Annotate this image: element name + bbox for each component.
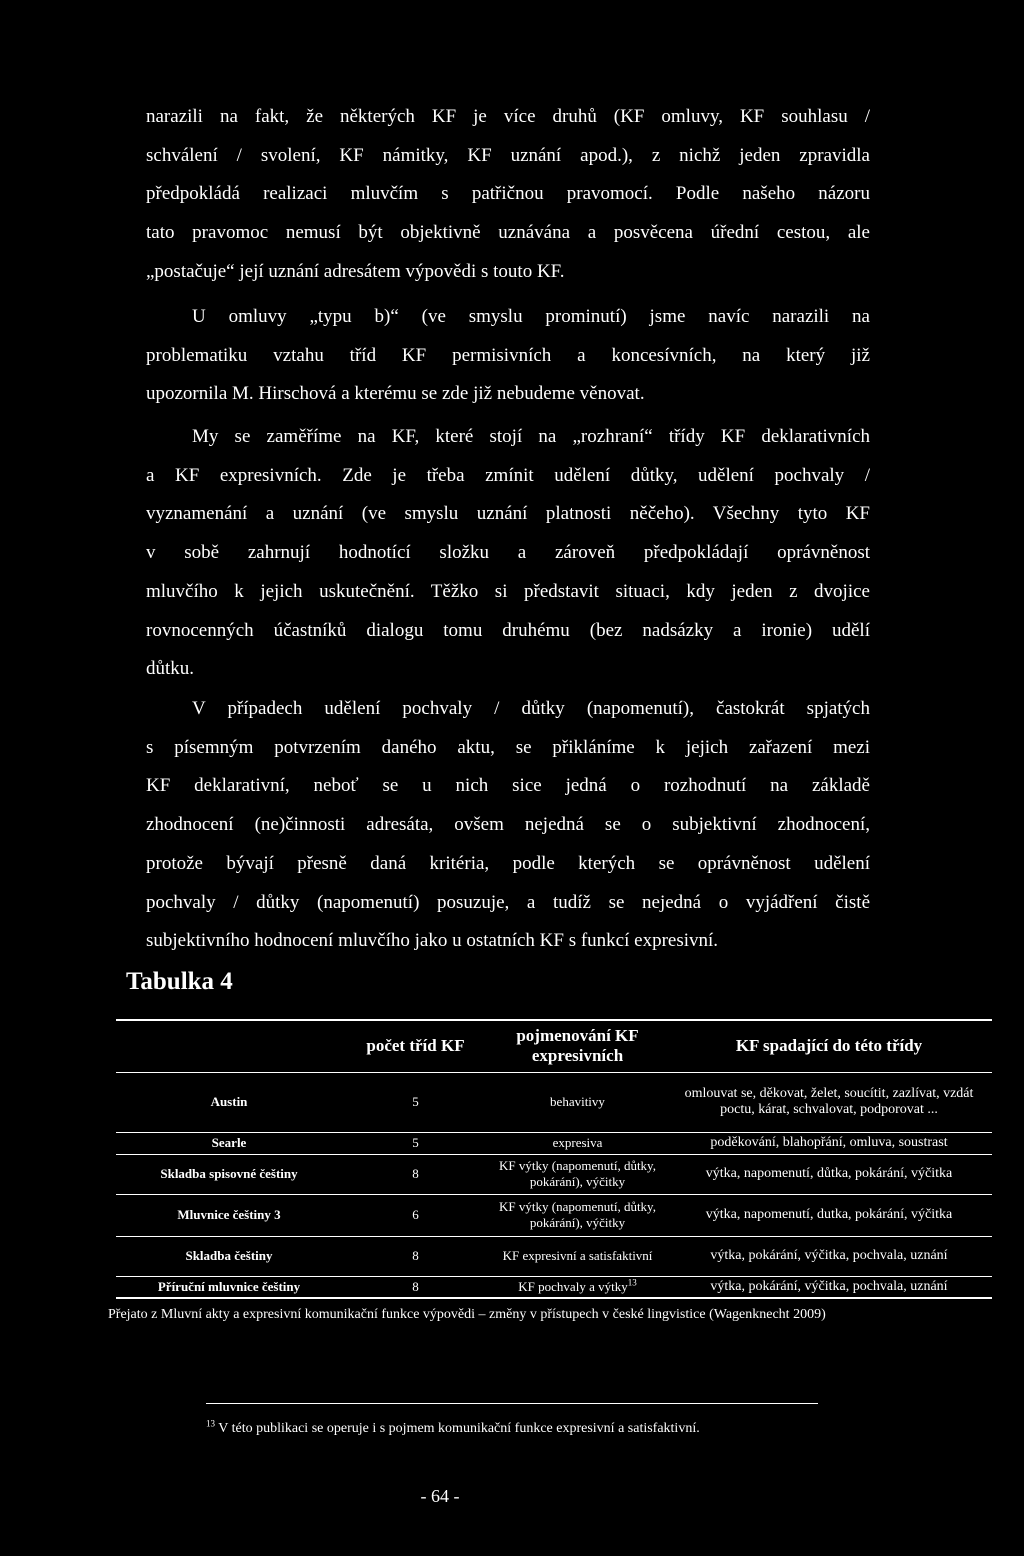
table-cell: 8: [412, 1278, 419, 1294]
text-line: schválení / svolení, KF námitky, KF uznání apod.), z nichž jeden zpravidla: [146, 144, 870, 166]
table-row: [116, 1132, 992, 1154]
table-header-cell: [116, 1020, 342, 1072]
table-cell: 6: [412, 1207, 419, 1222]
table-cell: [489, 1276, 666, 1298]
table-cell: KF výtky (napomenutí, důtky, pokárání), výčitky: [499, 1199, 656, 1230]
table-cell: výtka, pokárání, výčitka, pochvala, uznání: [710, 1278, 948, 1294]
text-line: rovnocenných účastníků dialogu tomu druhému (bez nadsázky a ironie) udělí: [146, 619, 870, 641]
paragraph-2: [146, 298, 870, 414]
text-line: „postačuje“ její uznání adresátem výpovědi s touto KF.: [146, 260, 565, 282]
table-source-note: Přejato z Mluvní akty a expresivní komunikační funkce výpovědi – změny v přístupech v české lingvistice (Wagenknecht 2009): [108, 1307, 826, 1322]
table-row: [116, 1154, 992, 1194]
text-line: a KF expresivních. Zde je třeba zmínit udělení důtky, udělení pochvaly /: [146, 464, 870, 486]
text-line: v sobě zahrnují hodnotící složku a zároveň předpokládají oprávněnost: [146, 542, 870, 564]
table-row: [116, 1276, 992, 1298]
table-row: [116, 1072, 992, 1132]
text-line: protože bývají přesně daná kritéria, podle kterých se oprávněnost udělení: [146, 852, 870, 874]
table-header-row: [116, 1020, 992, 1072]
text-line: upozornila M. Hirschová a kterému se zde již nebudeme věnovat.: [146, 383, 645, 405]
text-line: zhodnocení (ne)činnosti adresáta, ovšem nejedná se o subjektivní zhodnocení,: [146, 814, 870, 836]
text-line: KF deklarativní, neboť se u nich sice jedná o rozhodnutí na základě: [146, 775, 870, 797]
table-cell: 8: [412, 1248, 419, 1263]
text-line: subjektivního hodnocení mluvčího jako u ostatních KF s funkcí expresivní.: [146, 930, 719, 952]
footnote-reference[interactable]: 13: [627, 1277, 637, 1288]
table-cell: poděkování, blahopřání, omluva, soustrast: [710, 1135, 948, 1150]
table-cell: Příruční mluvnice češtiny: [157, 1278, 301, 1294]
table-header-cell: KF spadající do této třídy: [735, 1036, 923, 1056]
footnote-separator: [206, 1403, 818, 1404]
text-line: U omluvy „typu b)“ (ve smyslu prominutí) jsme navíc narazili na: [192, 306, 870, 327]
table-title: Tabulka 4: [126, 968, 233, 995]
text-line: důtku.: [146, 658, 195, 680]
paragraph-4: [146, 690, 870, 961]
table-cell: behavitivy: [550, 1094, 605, 1109]
page-number: - 64 -: [420, 1486, 460, 1506]
table-cell: výtka, napomenutí, dutka, pokárání, výčitka: [705, 1207, 953, 1222]
footnote-text: V této publikaci se operuje i s pojmem komunikační funkce expresivní a satisfaktivní.: [218, 1421, 700, 1436]
text-line: V případech udělení pochvaly / důtky (napomenutí), častokrát spjatých: [192, 698, 870, 719]
footnote-number: 13: [206, 1418, 215, 1429]
table-cell: KF výtky (napomenutí, důtky, pokárání), výčitky: [499, 1158, 656, 1189]
table-cell: omlouvat se, děkovat, želet, soucítit, zazlívat, vzdát poctu, kárat, schvalovat, podporovat ...: [684, 1086, 974, 1117]
text-line: s písemným potvrzením daného aktu, se přikláníme k jejich zařazení mezi: [146, 736, 870, 758]
table-cell: Austin: [210, 1094, 248, 1109]
text-line: My se zaměříme na KF, které stojí na „rozhraní“ třídy KF deklarativních: [192, 426, 870, 447]
table-cell: 5: [412, 1094, 419, 1109]
text-line: vyznamenání a uznání (ve smyslu uznání platnosti něčeho). Všechny tyto KF: [146, 503, 870, 525]
text-line: narazili na fakt, že některých KF je více druhů (KF omluvy, KF souhlasu /: [146, 106, 870, 127]
paragraph-3: [146, 418, 870, 689]
text-line: pochvaly / důtky (napomenutí) posuzuje, a tudíž se nejedná o vyjádření čistě: [146, 891, 870, 913]
table-cell: výtka, napomenutí, důtka, pokárání, výčitka: [705, 1166, 953, 1181]
table-cell: 8: [412, 1166, 419, 1181]
text-line: tato pravomoc nemusí být objektivně uznávána a posvěcena úřední cestou, ale: [146, 222, 870, 244]
text-line: mluvčího k jejich uskutečnění. Těžko si představit situaci, kdy jeden z dvojice: [146, 580, 870, 602]
table-cell: expresiva: [552, 1135, 603, 1150]
table-cell-text: KF pochvaly a výtky: [518, 1278, 628, 1294]
comparison-table: [116, 1019, 992, 1299]
table-header-cell: pojmenování KF expresivních: [516, 1026, 639, 1066]
paragraph-1: [146, 98, 870, 292]
table-row: [116, 1194, 992, 1236]
table-cell: Skladba češtiny: [185, 1248, 273, 1263]
text-line: problematiku vztahu tříd KF permisivních a koncesívních, na který již: [146, 344, 870, 366]
table-cell: Skladba spisovné češtiny: [160, 1166, 298, 1181]
table-header-cell: počet tříd KF: [366, 1036, 465, 1056]
table-cell: výtka, pokárání, výčitka, pochvala, uznání: [710, 1248, 948, 1263]
table-row: [116, 1236, 992, 1276]
footnote: [206, 1420, 700, 1438]
table-cell: KF expresivní a satisfaktivní: [502, 1248, 653, 1263]
text-line: předpokládá realizaci mluvčím s patřičnou pravomocí. Podle našeho názoru: [146, 183, 870, 205]
table-cell: Mluvnice češtiny 3: [177, 1207, 281, 1222]
table-cell: 5: [412, 1135, 419, 1150]
table-cell: Searle: [211, 1135, 247, 1150]
